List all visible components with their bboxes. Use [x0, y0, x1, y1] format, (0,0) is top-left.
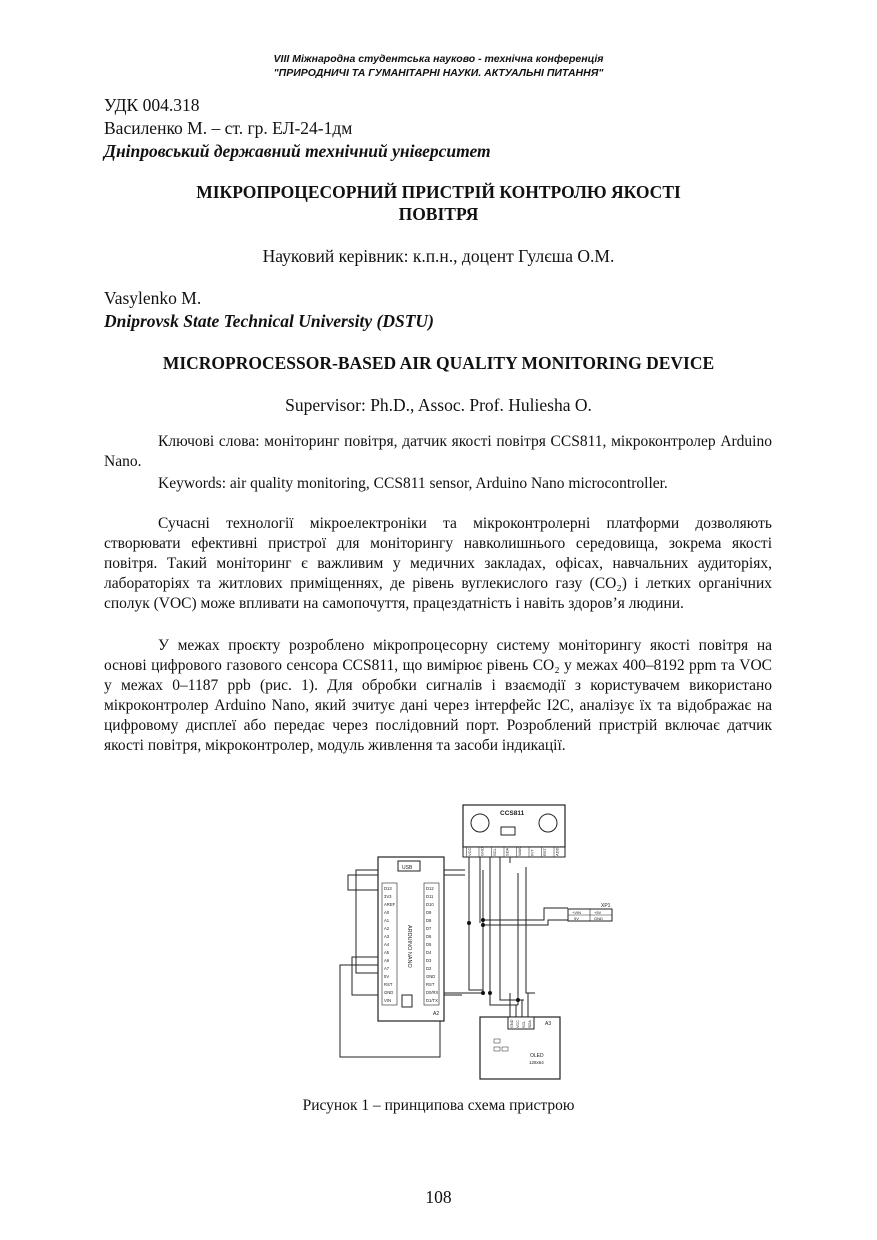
nano-left-pin-label: A0 — [384, 910, 390, 915]
nano-right-pin-label: D12 — [426, 886, 434, 891]
oled-pin-label: VCC — [516, 1019, 520, 1028]
junction-dots — [467, 918, 520, 1002]
nano-right-pin-label: D1/TX — [426, 998, 438, 1003]
ccs811-pin-label: INT — [529, 849, 535, 856]
xp1-top-pin: +5V — [594, 910, 602, 915]
oled-pin-label: SDA — [528, 1020, 532, 1028]
nano-right-pin-label: D11 — [426, 894, 434, 899]
nano-right-pin-label: D5 — [426, 942, 432, 947]
xp1-top-pin: +VIN — [572, 910, 582, 915]
junction-dot — [467, 921, 471, 925]
nano-left-pin-label: A1 — [384, 918, 390, 923]
usb-label: USB — [402, 865, 413, 871]
oled-label: OLED — [530, 1053, 544, 1059]
junction-dot — [516, 998, 520, 1002]
nano-left-pin-label: 3V3 — [384, 894, 392, 899]
title-ua-line1: МІКРОПРОЦЕСОРНИЙ ПРИСТРІЙ КОНТРОЛЮ ЯКОСТІ — [196, 182, 681, 202]
ccs811-module — [463, 805, 565, 857]
nano-left-pin-label: GND — [384, 990, 394, 995]
nano-left-pin-label: A2 — [384, 926, 390, 931]
nano-left-pin-label: A4 — [384, 942, 390, 947]
oled-label-size: 128x64 — [529, 1060, 544, 1065]
author-ua: Василенко М. – ст. гр. ЕЛ-24-1дм — [104, 118, 353, 138]
nano-right-pin-label: D6 — [426, 934, 432, 939]
oled-pin-label: GND — [510, 1019, 514, 1028]
oled-pin-label: SCL — [522, 1020, 526, 1028]
keywords-ua: Ключові слова: моніторинг повітря, датчик якості повітря CCS811, мікроконтролер Arduino Nano. — [104, 433, 772, 470]
nano-left-pin-label: D13 — [384, 886, 392, 891]
supervisor-ua: Науковий керівник: к.п.н., доцент Гулєша О.М. — [262, 246, 615, 266]
keywords-en: Keywords: air quality monitoring, CCS811 sensor, Arduino Nano microcontroller. — [158, 475, 668, 492]
xp1-label: XP1 — [601, 903, 611, 909]
arduino-nano-module — [378, 857, 444, 1021]
nano-right-pin-label: D8 — [426, 918, 432, 923]
schematic-figure — [330, 795, 630, 1085]
nano-right-pin-label: D7 — [426, 926, 432, 931]
author-en: Vasylenko M. — [104, 288, 202, 308]
ccs811-pin-label: WAK — [517, 847, 522, 856]
ccs811-pin-label: RST — [542, 848, 547, 856]
udc-code: УДК 004.318 — [104, 95, 200, 115]
ccs811-pin-label: GND — [479, 847, 485, 856]
nano-left-pin-label: A3 — [384, 934, 390, 939]
nano-left-pin-label: A7 — [384, 966, 390, 971]
ccs811-pin-label: ADD — [554, 847, 560, 856]
oled-module — [480, 1017, 560, 1079]
nano-left-pin-label: AREF — [384, 902, 396, 907]
xp1-bottom-pin: GND — [594, 916, 603, 921]
xp1-bottom-pin: 5V — [574, 916, 579, 921]
ccs811-pin-label: SDA — [504, 847, 510, 856]
university-en: Dniprovsk State Technical University (DSTU) — [104, 311, 434, 331]
body-paragraph-2: У межах проєкту розроблено мікропроцесорну систему моніторингу якості повітря на основі цифрового газового сенсора CCS811, що вимірює рівень CO₂ у межах 400–8192 ppm та VOC у межах 0–1187 ppb (рис. 1). Для обробки сигналів і взаємодії з користувачем використано мікроконтролер Arduino Nano, який зчитує дані через інтерфейс I2C, аналізує їх та відображає на цифровому дисплеї або передає через послідовний порт. Розроблений пристрій включає датчик якості повітря, мікроконтролер, модуль живлення та засоби індикації. — [104, 637, 772, 754]
title-en: MICROPROCESSOR-BASED AIR QUALITY MONITORING DEVICE — [162, 353, 715, 373]
junction-dot — [481, 923, 485, 927]
nano-right-pin-label: D9 — [426, 910, 432, 915]
nano-left-pin-label: 5V — [384, 974, 390, 979]
junction-dot — [488, 991, 492, 995]
oled-ref: A3 — [545, 1021, 552, 1027]
university-ua: Дніпровський державний технічний університет — [104, 141, 491, 161]
figure-caption: Рисунок 1 – принципова схема пристрою — [302, 1097, 575, 1114]
nano-right-pin-label: D3 — [426, 958, 432, 963]
nano-right-pin-label: D0/RX — [426, 990, 439, 995]
nano-right-pin-label: D4 — [426, 950, 432, 955]
nano-right-pin-label: D2 — [426, 966, 432, 971]
xp1-connector — [568, 903, 612, 921]
nano-right-pin-label: D10 — [426, 902, 434, 907]
nano-left-pin-label: VIN — [384, 998, 391, 1003]
ccs811-label: CCS811 — [500, 810, 525, 817]
nano-left-pin-label: A5 — [384, 950, 390, 955]
ccs811-pin-label: SCL — [492, 848, 497, 856]
nano-right-pin-label: GND — [426, 974, 436, 979]
conference-header-line2: "ПРИРОДНИЧІ ТА ГУМАНІТАРНІ НАУКИ. АКТУАЛЬНІ ПИТАННЯ" — [273, 67, 604, 79]
nano-left-pin-label: A6 — [384, 958, 390, 963]
supervisor-en: Supervisor: Ph.D., Assoc. Prof. Huliesha O. — [285, 395, 592, 415]
nano-left-pin-label: RST — [384, 982, 393, 987]
nano-right-pin-label: RST — [426, 982, 435, 987]
nano-label: ARDUINO NANO — [406, 925, 412, 968]
ccs811-pin-label: VCC — [467, 847, 472, 856]
nano-ref: A2 — [433, 1011, 440, 1017]
page-number: 108 — [425, 1187, 452, 1207]
title-ua-line2: ПОВІТРЯ — [398, 204, 479, 224]
conference-header-line1: VIII Міжнародна студентська науково - технічна конференція — [273, 53, 604, 65]
body-paragraph-1: Сучасні технології мікроелектроніки та мікроконтролерні платформи дозволяють створювати ефективні пристрої для моніторингу навколишнього середовища, зокрема якості повітря. Такий моніторинг є важливим у медичних закладах, офісах, навчальних аудиторіях, лабораторіях та житлових приміщеннях, де рівень вуглекислого газу (CO₂) і летких органічних сполук (VOC) може впливати на самопочуття, працездатність і навіть здоров’я людини. — [104, 515, 772, 612]
junction-dot — [481, 918, 485, 922]
junction-dot — [481, 991, 485, 995]
